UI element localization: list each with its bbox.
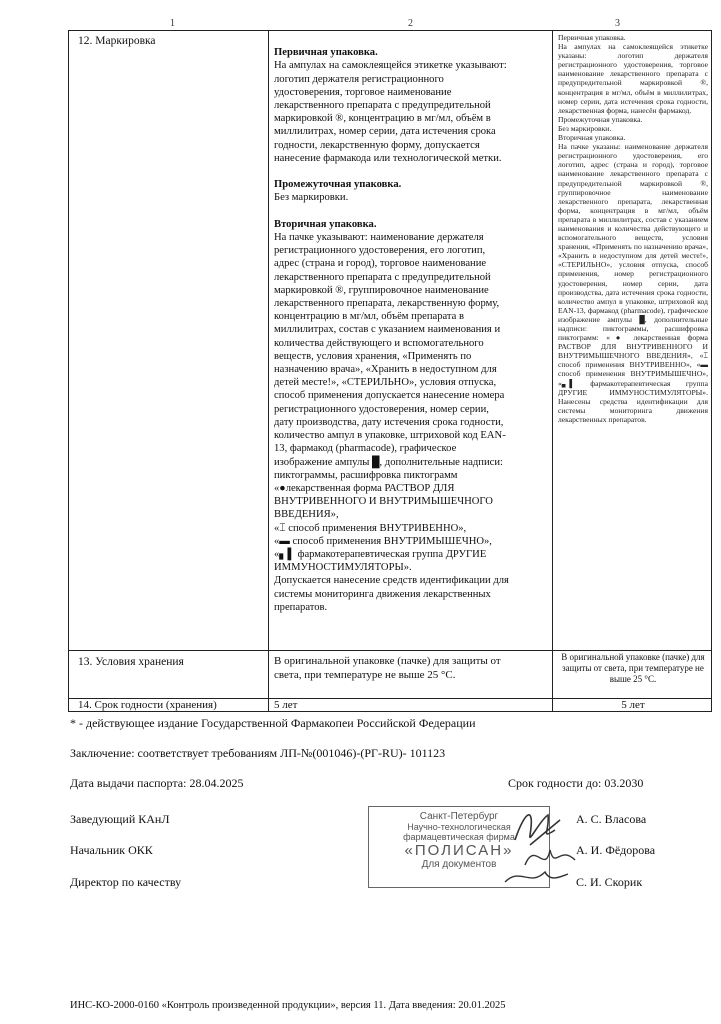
row14-col3: 5 лет — [621, 699, 645, 711]
stamp-line: Для документов — [421, 859, 497, 870]
spec-table — [68, 30, 712, 712]
conclusion: Заключение: соответствует требованиям ЛП-№(001046)-(РГ-RU)- 101123 — [70, 746, 446, 760]
row13-col2: В оригинальной упаковке (пачке) для защиты от света, при температуре не выше 25 °С. — [274, 655, 501, 681]
stamp-line: фармацевтическая фирма — [403, 832, 515, 842]
signature-skorik — [500, 862, 570, 892]
table-top-border — [68, 30, 712, 31]
intermediate-text: Без маркировки. — [274, 192, 349, 204]
signatory-name: А. С. Власова — [576, 812, 647, 826]
col-divider — [68, 30, 69, 712]
signatory-name: А. И. Фёдорова — [576, 843, 656, 857]
expiry-date: Срок годности до: 03.2030 — [508, 776, 644, 790]
footer-reference: ИНС-КО-2000-0160 «Контроль произведенной продукции», версия 11. Дата введения: 20.01.2025 — [70, 1000, 506, 1011]
stamp-line: «ПОЛИСАН» — [404, 842, 514, 859]
footnote: * - действующее издание Государственной Фармакопеи Российской Федерации — [70, 716, 476, 730]
row13-label: 13. Условия хранения — [78, 656, 184, 668]
stamp-line: Научно-технологическая — [407, 822, 511, 832]
signatory-position: Директор по качеству — [70, 875, 182, 889]
stamp-line: Санкт-Петербург — [419, 811, 499, 822]
secondary-title: Вторичная упаковка. — [274, 218, 377, 230]
signatory-position: Заведующий КАнЛ — [70, 812, 170, 826]
col-divider — [552, 30, 553, 712]
row14-label: 14. Срок годности (хранения) — [78, 699, 217, 711]
signatory-position: Начальник ОКК — [70, 843, 153, 857]
row-divider — [68, 650, 712, 651]
column-number-3: 3 — [615, 18, 620, 29]
row12-col3-text: Первичная упаковка. На ампулах на самоклеящейся этикетке указаны: логотип держателя регистрационного удостоверения, торговое наименование лекарственного препарата с предупредительной маркировкой ®, концентрация в мг/мл, объём в миллилитрах, номер серии, дата истечения срока годности, лекарственная форма, нанесён фармакод. Промежуточная упаковка. Без маркировки. Вторичная упаковка. На пачке указаны: наименование держателя регистрационного удостоверения, его логотип, адрес (страна и город), торговое наименование лекарственного препарата с предупредительной маркировкой ®, группировочное наименование лекарственного препарата, лекарственная форма, концентрация в мг/мл, объём препарата в миллилитрах, состав с указанием наименования и количества действующего и вспомогательного веществ, условия хранения, «Применять по назначению врача», «Хранить в недоступном для детей месте!», «СТЕРИЛЬНО», условия отпуска, способ применения, номер регистрационного удостоверения, номер серии, дата производства, дата истечения срока годности, количество ампул в упаковке, штриховой код EAN-13, фармакод (pharmacode), графическое изображение ампулы █, дополнительные надписи: пиктограммы, расшифровка пиктограмм: «● лекарственная форма РАСТВОР ДЛЯ ВНУТРИВЕННОГО И ВНУТРИМЫШЕЧНОГО ВВЕДЕНИЯ», «⌶ способ применения ВНУТРИВЕННО», «▬ способ применения ВНУТРИМЫШЕЧНО», «▖▌ фармакотерапевтическая группа ДРУГИЕ ИММУНОСТИМУЛЯТОРЫ». Нанесены средства идентификации для системы мониторинга движения лекарственных препаратов. — [558, 33, 708, 424]
secondary-text: На пачке указывают: наименование держателя регистрационного удостоверения, его логотип, адрес (страна и город), торговое наименование лекарственного препарата с предупредительной маркировкой ®, группировочное наименование лекарственного препарата, лекарственную форму, концентрацию в мг/мл, объём препарата в миллилитрах, состав с указанием наименования и количества действующего и вспомогательного веществ, условия хранения, «Применять по назначению врача», «Хранить в недоступном для детей месте!», «СТЕРИЛЬНО», условия отпуска, способ применения допускается нанесение номера регистрационного удостоверения, номер серии, дату производства, дату истечения срока годности, количество ампул в упаковке, штриховой код EAN- 13, фармакод (pharmacode), графическое изображение ампулы █, дополнительные надписи: пиктограммы, расшифровка пиктограмм «●лекарственная форма РАСТВОР ДЛЯ ВНУТРИВЕННОГО И ВНУТРИМЫШЕЧНОГО ВВЕДЕНИЯ», «⌶ способ применения ВНУТРИВЕННО», «▬ способ применения ВНУТРИМЫШЕЧНО», «▖▌ фармакотерапевтическая группа ДРУГИЕ ИММУНОСТИМУЛЯТОРЫ». Допускается нанесение средств идентификации для системы мониторинга движения лекарственных препаратов. — [274, 232, 509, 613]
col-divider — [711, 30, 712, 712]
intermediate-title: Промежуточная упаковка. — [274, 179, 402, 191]
primary-text: На ампулах на самоклеящейся этикетке указывают: логотип держателя регистрационного удостоверения, торговое наименование лекарственного препарата с предупредительной маркировкой ®, концентрацию в мг/мл, объём в миллилитрах, номер серии, дата истечения срока годности, лекарственную форму, допускается нанесение фармакода или технологической метки. — [274, 60, 507, 164]
row12-label: 12. Маркировка — [78, 35, 156, 47]
row14-col2: 5 лет — [274, 699, 298, 711]
row12-primary — [274, 33, 544, 627]
table-bottom-border — [68, 711, 712, 712]
col-divider — [268, 30, 269, 712]
signatory-name: С. И. Скорик — [576, 875, 643, 889]
primary-title: Первичная упаковка. — [274, 47, 378, 59]
row13-col3: В оригинальной упаковке (пачке) для защиты от света, при температуре не выше 25 °С. — [561, 652, 705, 684]
issue-date: Дата выдачи паспорта: 28.04.2025 — [70, 776, 244, 790]
column-number-2: 2 — [408, 18, 413, 29]
column-number-1: 1 — [170, 18, 175, 29]
